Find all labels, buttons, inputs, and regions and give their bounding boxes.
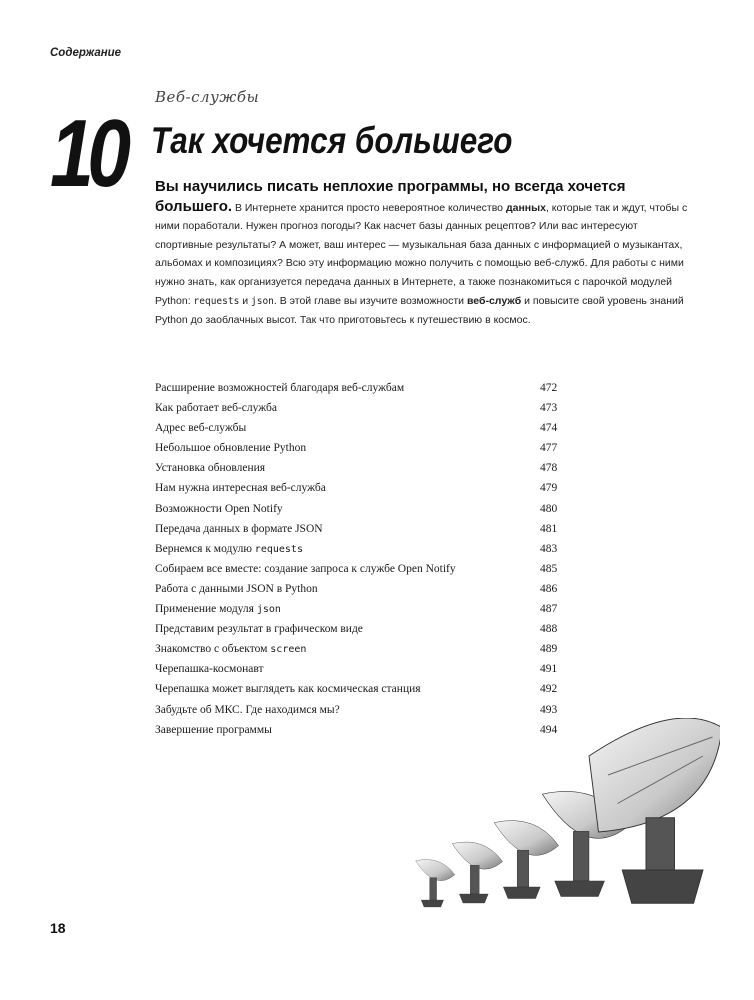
toc-entry-title bbox=[155, 523, 323, 535]
toc-entry-text: Установка обновления bbox=[155, 462, 266, 475]
toc-entry bbox=[155, 623, 570, 643]
toc-entry-page: 492 bbox=[540, 683, 558, 696]
intro-code: json bbox=[251, 295, 274, 307]
toc-entry bbox=[155, 643, 570, 663]
toc-entry bbox=[155, 683, 570, 703]
toc-entry-page: 488 bbox=[540, 623, 558, 636]
toc-entry-title bbox=[155, 603, 281, 615]
intro-text: В Интернете хранится просто невероятное количество bbox=[232, 201, 506, 214]
chapter-intro bbox=[155, 178, 695, 330]
toc-entry-page: 486 bbox=[540, 582, 558, 595]
toc-entry-title bbox=[155, 543, 303, 555]
intro-code: requests bbox=[193, 295, 240, 307]
intro-text: . В этой главе вы изучите возможности bbox=[273, 294, 467, 307]
toc-entry-text: Собираем все вместе: создание запроса к службе Open Notify bbox=[155, 562, 456, 575]
toc-entry bbox=[155, 402, 570, 422]
toc-entry-title bbox=[155, 643, 306, 655]
chapter-number: 10 bbox=[50, 100, 125, 207]
toc-entry-text: Небольшое обновление Python bbox=[155, 442, 307, 455]
toc-entry bbox=[155, 583, 570, 603]
toc-entry-page: 481 bbox=[540, 522, 558, 535]
toc-entry-title bbox=[155, 382, 404, 394]
toc-entry bbox=[155, 503, 570, 523]
toc-entry-page: 487 bbox=[540, 603, 558, 616]
toc-entry-page: 480 bbox=[540, 502, 558, 515]
toc-entry-page: 485 bbox=[540, 562, 558, 575]
toc-entry bbox=[155, 482, 570, 502]
toc-entry-page: 479 bbox=[540, 482, 558, 495]
table-of-contents bbox=[155, 382, 570, 744]
toc-entry-title bbox=[155, 422, 246, 434]
toc-entry-text: Вернемся к модулю bbox=[155, 542, 255, 555]
toc-entry-title bbox=[155, 704, 340, 716]
toc-entry-title bbox=[155, 623, 363, 635]
toc-entry-text: Возможности Open Notify bbox=[155, 502, 283, 515]
chapter-tag: Веб-службы bbox=[155, 88, 260, 106]
toc-entry-page: 478 bbox=[540, 462, 558, 475]
toc-entry bbox=[155, 422, 570, 442]
toc-entry bbox=[155, 603, 570, 623]
toc-entry bbox=[155, 543, 570, 563]
toc-entry-text: Представим результат в графическом виде bbox=[155, 623, 363, 636]
intro-lead: Вы научились писать неплохие программы, но всегда хочется большего. bbox=[155, 178, 626, 215]
running-header: Содержание bbox=[50, 47, 122, 59]
toc-entry-page: 483 bbox=[540, 542, 558, 555]
intro-text: , которые так и ждут, чтобы с ними поработали. Нужен прогноз погоды? Как насчет базы данных рецептов? Или вас интересуют спортивные результаты? А может, ваш интерес — музыкальная база данных с информацией о музыкантах, альбомах и композициях? Всю эту информацию можно получить с помощью веб-служб. Для работы с ними нужно знать, как организуется передача данных в Интернете, а также познакомиться с парочкой модулей Python: bbox=[155, 201, 688, 307]
toc-entry-code: json bbox=[256, 604, 281, 616]
toc-entry-title bbox=[155, 442, 306, 454]
toc-entry-page: 473 bbox=[540, 402, 558, 415]
page-number: 18 bbox=[50, 920, 66, 936]
toc-entry-page: 491 bbox=[540, 663, 558, 676]
toc-entry bbox=[155, 563, 570, 583]
toc-entry-text: Расширение возможностей благодаря веб-службам bbox=[155, 382, 405, 394]
toc-entry-text: Черепашка может выглядеть как космическая станция bbox=[155, 683, 421, 696]
chapter-title: Так хочется большего bbox=[151, 120, 513, 161]
toc-entry bbox=[155, 663, 570, 683]
toc-entry-text: Как работает веб-служба bbox=[155, 402, 278, 415]
toc-entry-page: 474 bbox=[540, 422, 558, 435]
toc-entry-title bbox=[155, 724, 272, 736]
intro-text: и повысите свой уровень знаний Python до заоблачных высот. Так что приготовьтесь к путешествию в космос. bbox=[155, 294, 684, 327]
toc-entry-title bbox=[155, 482, 326, 494]
toc-entry-text: Забудьте об МКС. Где находимся мы? bbox=[155, 703, 340, 716]
intro-bold: данных bbox=[505, 201, 546, 214]
toc-entry bbox=[155, 442, 570, 462]
toc-entry-page: 472 bbox=[540, 382, 558, 394]
toc-entry-title bbox=[155, 462, 265, 474]
toc-entry-code: requests bbox=[254, 543, 303, 555]
toc-entry bbox=[155, 382, 570, 402]
intro-text: и bbox=[239, 294, 251, 307]
toc-entry-text: Нам нужна интересная веб-служба bbox=[155, 482, 326, 495]
toc-entry-title bbox=[155, 563, 456, 575]
toc-entry-title bbox=[155, 683, 421, 695]
toc-entry bbox=[155, 523, 570, 543]
toc-entry-text: Передача данных в формате JSON bbox=[155, 522, 323, 535]
toc-entry-page: 494 bbox=[540, 723, 558, 736]
toc-entry-text: Адрес веб-службы bbox=[155, 422, 247, 435]
toc-entry-text: Знакомство с объектом bbox=[155, 643, 271, 656]
toc-entry-title bbox=[155, 402, 277, 414]
toc-entry-page: 489 bbox=[540, 643, 558, 656]
toc-entry-title bbox=[155, 503, 283, 515]
toc-entry-page: 477 bbox=[540, 442, 558, 455]
toc-entry-text: Применение модуля bbox=[155, 603, 257, 616]
toc-entry bbox=[155, 462, 570, 482]
toc-entry-text: Работа с данными JSON в Python bbox=[155, 582, 318, 595]
satellite-dish-array-icon bbox=[390, 718, 720, 908]
toc-entry-code: screen bbox=[270, 644, 307, 656]
toc-entry-text: Черепашка-космонавт bbox=[155, 663, 264, 676]
toc-entry-title bbox=[155, 583, 318, 595]
intro-bold: веб-служб bbox=[466, 294, 522, 307]
toc-entry-title bbox=[155, 663, 264, 675]
toc-entry-text: Завершение программы bbox=[155, 723, 272, 736]
toc-entry-page: 493 bbox=[540, 703, 558, 716]
